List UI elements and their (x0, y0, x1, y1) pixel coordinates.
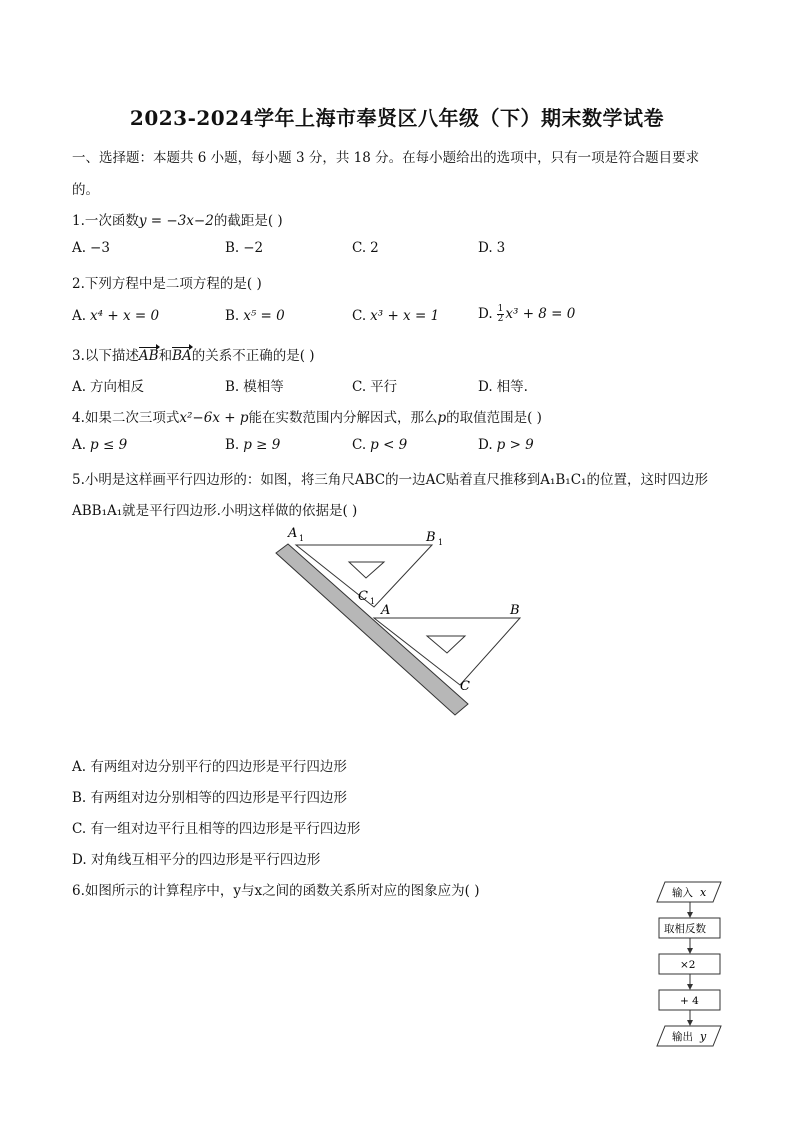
question-5-cont: ABB₁A₁就是平行四边形.小明这样做的依据是( ) (72, 503, 358, 519)
question-number: 5. (72, 472, 85, 488)
label-a: A (381, 603, 391, 618)
option-b[interactable]: B. −2 (225, 240, 264, 256)
question-number: 1. (72, 213, 85, 229)
option-c[interactable]: C. x³ + x = 1 (352, 308, 440, 324)
q5-option-c[interactable]: C. 有一组对边平行且相等的四边形是平行四边形 (72, 821, 361, 837)
label-a1: A (288, 526, 298, 541)
option-c[interactable]: C. 平行 (352, 379, 398, 395)
fraction-one-half: $\frac{1}{2}$ (497, 304, 504, 324)
flow-step-negate-text: 取相反数 (664, 923, 706, 935)
label-c: C (460, 679, 470, 694)
question-3: 3.以下描述AB和BA的关系不正确的是( ) (72, 348, 315, 364)
option-d[interactable]: D. p > 9 (478, 437, 534, 453)
label-b1: B (426, 530, 436, 545)
flow-input-label: 输入 (672, 887, 693, 899)
question-number: 4. (72, 410, 85, 426)
option-a[interactable]: A. p ≤ 9 (72, 437, 128, 453)
question-number: 2. (72, 276, 85, 292)
question-5 (72, 468, 708, 488)
vector-ab: AB (138, 348, 159, 364)
question-text: 的截距是( ) (213, 213, 283, 229)
question-number: 6. (72, 883, 85, 899)
q5-option-b[interactable]: B. 有两组对边分别相等的四边形是平行四边形 (72, 790, 348, 806)
q5-figure-triangle-ruler (270, 520, 530, 720)
label-c1-sub: 1 (370, 597, 376, 606)
option-a[interactable]: A. 方向相反 (72, 379, 145, 395)
flow-output-var: y (700, 1030, 707, 1043)
exam-title: 2023-2024学年上海市奉贤区八年级（下）期末数学试卷 (129, 106, 665, 130)
question-expression: x²−6x + p (179, 410, 249, 426)
option-b[interactable]: B. 模相等 (225, 379, 284, 395)
q5-option-d[interactable]: D. 对角线互相平分的四边形是平行四边形 (72, 852, 321, 868)
question-2-options (72, 304, 732, 328)
question-text: 如图所示的计算程序中，y与x之间的函数关系所对应的图象应为( ) (84, 883, 480, 899)
label-a1-sub: 1 (299, 534, 305, 543)
question-1-options (72, 240, 732, 260)
question-4: 4.如果二次三项式x²−6x + p能在实数范围内分解因式，那么p的取值范围是( ) (72, 410, 542, 426)
question-number: 3. (72, 348, 85, 364)
option-a[interactable]: A. −3 (72, 240, 110, 256)
option-a[interactable]: A. x⁴ + x = 0 (72, 308, 160, 324)
option-c[interactable]: C. 2 (352, 240, 379, 256)
question-1 (72, 209, 283, 229)
label-c1: C (358, 589, 368, 604)
label-b: B (510, 603, 520, 618)
ruler-shape (276, 544, 468, 715)
q6-flowchart (655, 878, 725, 1050)
option-d[interactable]: D. $\frac{1}{2}$ x³ + 8 = 0 (478, 304, 576, 324)
option-c[interactable]: C. p < 9 (352, 437, 408, 453)
option-b[interactable]: B. p ≥ 9 (225, 437, 281, 453)
section-one-instructions: 一、选择题：本题共 6 小题，每小题 3 分，共 18 分。在每小题给出的选项中，只有一项是符合题目要求 (72, 150, 700, 166)
flow-input-var: x (700, 886, 707, 899)
q5-option-a[interactable]: A. 有两组对边分别平行的四边形是平行四边形 (72, 759, 347, 775)
question-2 (72, 272, 262, 292)
question-expression: y = −3x−2 (138, 213, 214, 229)
label-b1-sub: 1 (438, 538, 444, 547)
option-b[interactable]: B. x⁵ = 0 (225, 308, 285, 324)
flow-output-label: 输出 (672, 1031, 693, 1043)
question-text: 小明是这样画平行四边形的：如图，将三角尺ABC的一边AC贴着直尺推移到A₁B₁C₁的位置，这时四边形 (84, 472, 708, 488)
option-d[interactable]: D. 相等. (478, 379, 528, 395)
question-6 (72, 879, 479, 899)
section-one-instructions-cont: 的。 (72, 182, 99, 198)
flow-step-times-two-text: ×2 (680, 959, 696, 971)
triangle-abc-hole (427, 636, 465, 653)
question-3-options (72, 375, 732, 395)
option-d[interactable]: D. 3 (478, 240, 506, 256)
question-text: 一次函数 (84, 213, 139, 229)
question-text: 下列方程中是二项方程的是( ) (84, 276, 262, 292)
vector-ba: BA (172, 348, 192, 364)
flow-step-plus-four-text: + 4 (680, 995, 699, 1007)
triangle-a1b1c1-hole (349, 562, 384, 578)
question-4-options (72, 437, 732, 457)
